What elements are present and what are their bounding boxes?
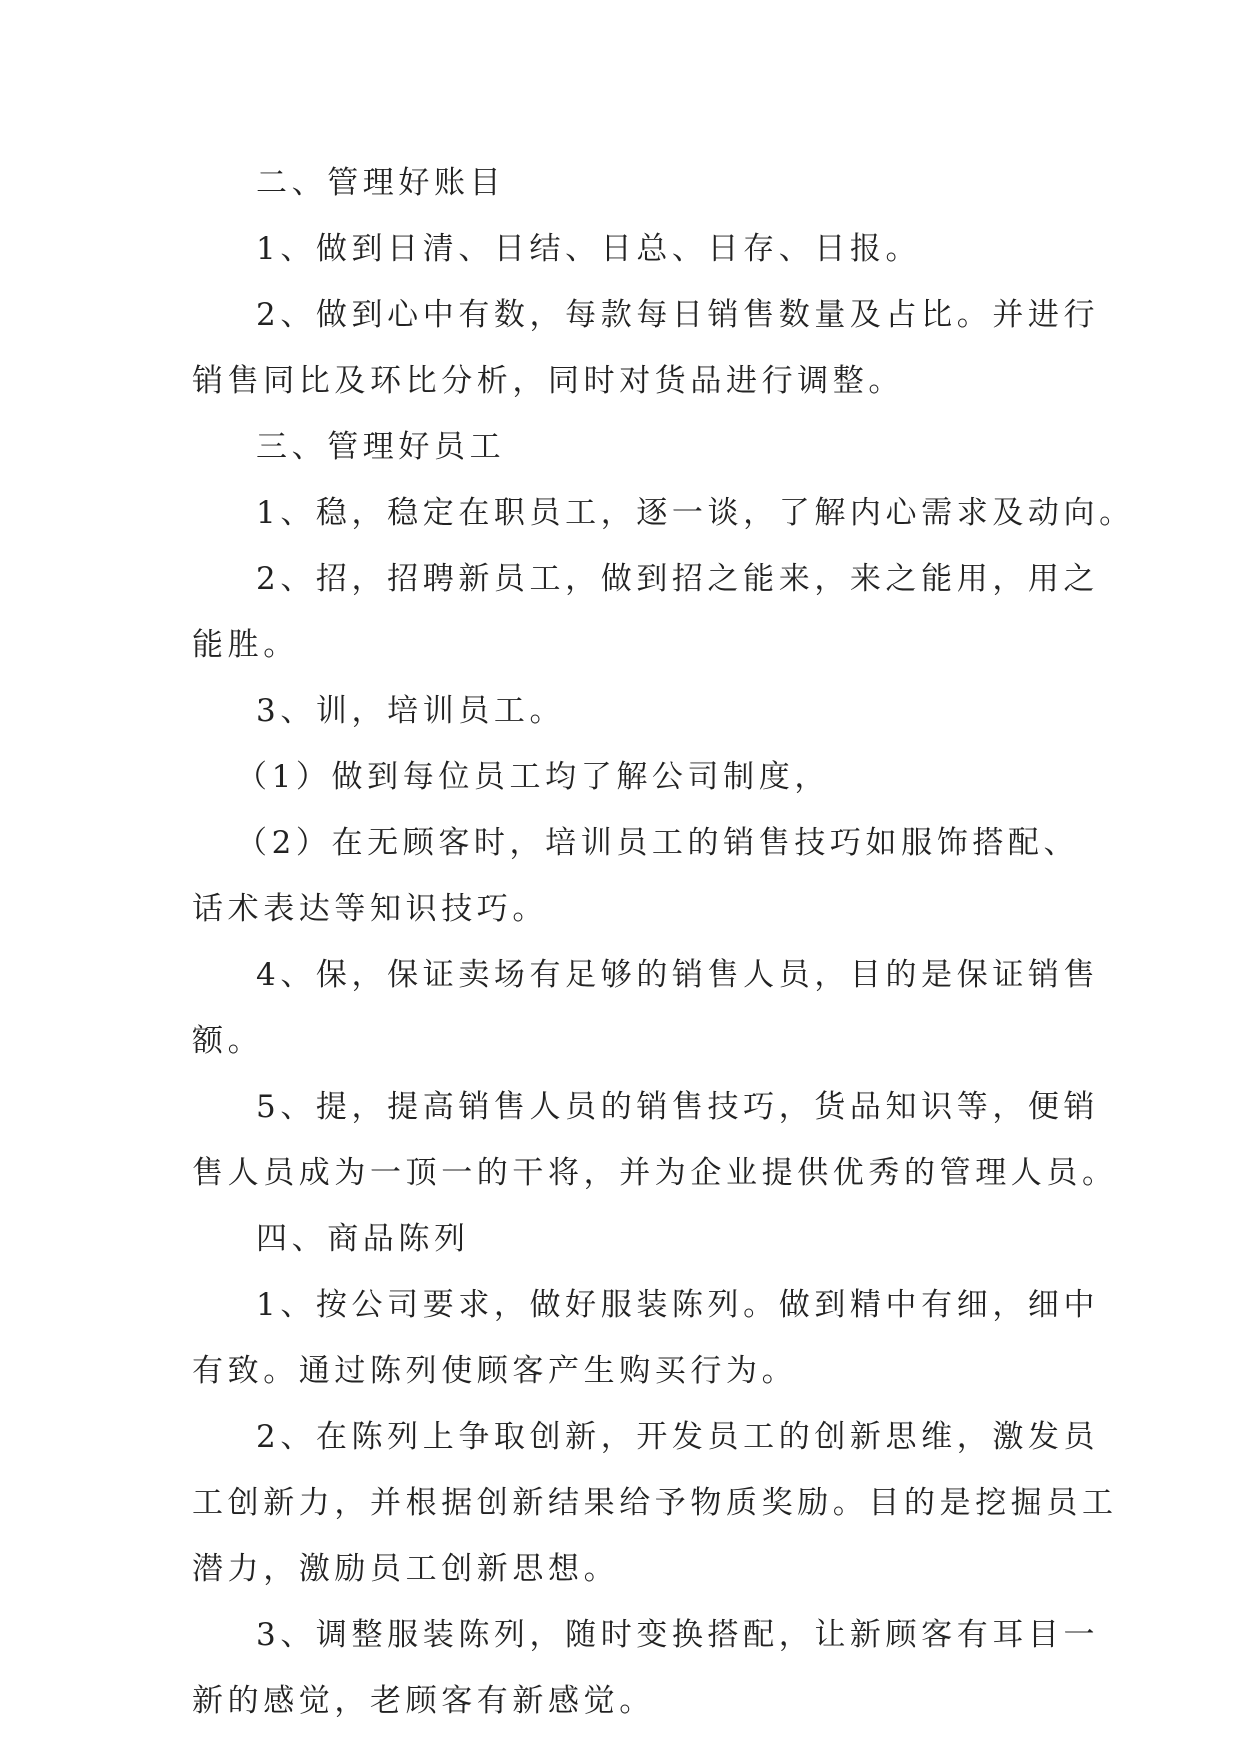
paragraph-line: 2、做到心中有数，每款每日销售数量及占比。并进行 (256, 297, 1100, 333)
paragraph-line: 3、调整服装陈列，随时变换搭配，让新顾客有耳目一 (256, 1617, 1100, 1653)
section-heading: 三、管理好员工 (256, 429, 506, 465)
paragraph-line: 2、招，招聘新员工，做到招之能来，来之能用，用之 (256, 561, 1100, 597)
paragraph-line: 售人员成为一顶一的干将，并为企业提供优秀的管理人员。 (192, 1155, 1118, 1191)
paragraph-line: 新的感觉，老顾客有新感觉。 (192, 1683, 655, 1719)
paragraph-line: 4、保，保证卖场有足够的销售人员，目的是保证销售 (256, 957, 1100, 993)
paragraph-line: 2、在陈列上争取创新，开发员工的创新思维，激发员 (256, 1419, 1100, 1455)
paragraph-line: （1）做到每位员工均了解公司制度， (236, 759, 830, 795)
paragraph-line: 潜力，激励员工创新思想。 (192, 1551, 620, 1587)
paragraph-line: 能胜。 (192, 627, 299, 663)
section-heading: 二、管理好账目 (256, 165, 506, 201)
paragraph-line: 工创新力，并根据创新结果给予物质奖励。目的是挖掘员工 (192, 1485, 1118, 1521)
section-heading: 四、商品陈列 (256, 1221, 470, 1257)
paragraph-line: 额。 (192, 1023, 264, 1059)
paragraph-line: （2）在无顾客时，培训员工的销售技巧如服饰搭配、 (236, 825, 1080, 861)
paragraph-line: 销售同比及环比分析，同时对货品进行调整。 (192, 363, 904, 399)
paragraph-line: 话术表达等知识技巧。 (192, 891, 548, 927)
paragraph-line: 3、训，培训员工。 (256, 693, 566, 729)
paragraph-line: 5、提，提高销售人员的销售技巧，货品知识等，便销 (256, 1089, 1100, 1125)
paragraph-line: 1、按公司要求，做好服装陈列。做到精中有细，细中 (256, 1287, 1100, 1323)
paragraph-line: 有致。通过陈列使顾客产生购买行为。 (192, 1353, 798, 1389)
paragraph-line: 1、做到日清、日结、日总、日存、日报。 (256, 231, 922, 267)
paragraph-line: 1、稳，稳定在职员工，逐一谈，了解内心需求及动向。 (256, 495, 1135, 531)
document-body (192, 150, 1135, 1734)
